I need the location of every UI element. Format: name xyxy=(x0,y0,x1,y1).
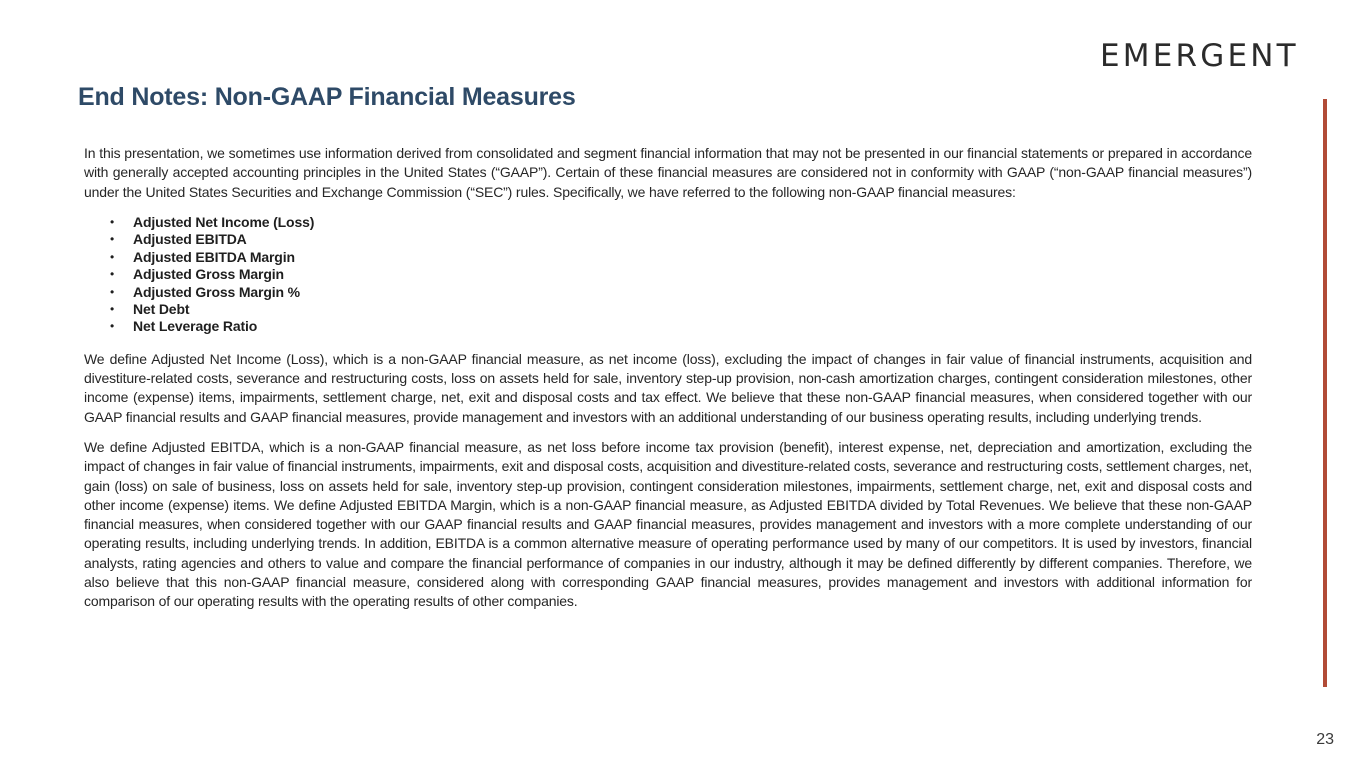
measure-label: Adjusted EBITDA Margin xyxy=(133,248,295,265)
bullet-icon: • xyxy=(110,249,115,264)
bullet-icon: • xyxy=(110,232,115,247)
list-item xyxy=(84,214,1252,231)
slide-body xyxy=(84,144,1252,612)
intro-paragraph: In this presentation, we sometimes use information derived from consolidated and segment financial information that may not be presented in our financial statements or prepared in accordance with generally accepted accounting principles in the United States (“GAAP”). Certain of these financial measures are considered not in conformity with GAAP (“non-GAAP financial measures”) under the United States Securities and Exchange Commission (“SEC”) rules. Specifically, we have referred to the following non-GAAP financial measures: xyxy=(84,145,1252,200)
list-item xyxy=(84,301,1252,318)
bullet-icon: • xyxy=(110,267,115,282)
list-item xyxy=(84,249,1252,266)
list-item xyxy=(84,318,1252,335)
page-title: End Notes: Non-GAAP Financial Measures xyxy=(78,83,576,111)
list-item xyxy=(84,284,1252,301)
measure-label: Adjusted Gross Margin xyxy=(133,266,284,283)
emergent-logo: EMERGENT xyxy=(1100,38,1299,74)
measure-label: Adjusted Net Income (Loss) xyxy=(133,213,315,230)
non-gaap-measures-list xyxy=(84,214,1252,336)
measure-label: Adjusted EBITDA xyxy=(133,231,247,248)
measure-label: Net Debt xyxy=(133,300,190,317)
adjusted-net-income-definition: We define Adjusted Net Income (Loss), which is a non-GAAP financial measure, as net income (loss), excluding the impact of changes in fair value of financial instruments, acquisition and divestiture-related costs, severance and restructuring costs, loss on assets held for sale, inventory step-up provision, non-cash amortization charges, contingent consideration milestones, other income (expense) items, impairments, settlement charge, net, exit and disposal costs and tax effect. We believe that these non-GAAP financial measures, when considered together with our GAAP financial results and GAAP financial measures, provide management and investors with an additional understanding of our business operating results, including underlying trends. xyxy=(84,350,1252,425)
bullet-icon: • xyxy=(110,284,115,299)
list-item xyxy=(84,231,1252,248)
measure-label: Net Leverage Ratio xyxy=(133,318,258,335)
bullet-icon: • xyxy=(110,319,115,334)
measure-label: Adjusted Gross Margin % xyxy=(133,283,300,300)
bullet-icon: • xyxy=(110,301,115,316)
accent-bar xyxy=(1323,99,1327,687)
page-number: 23 xyxy=(1316,731,1334,748)
adjusted-ebitda-definition: We define Adjusted EBITDA, which is a non-GAAP financial measure, as net loss before income tax provision (benefit), interest expense, net, depreciation and amortization, excluding the impact of changes in fair value of financial instruments, impairments, exit and disposal costs, acquisition and divestiture-related costs, severance and restructuring costs, settlement charges, net, gain (loss) on sale of business, loss on assets held for sale, inventory step-up provision, contingent consideration milestones, impairments, settlement charge, net, exit and disposal costs and other income (expense) items. We define Adjusted EBITDA Margin, which is a non-GAAP financial measure, as Adjusted EBITDA divided by Total Revenues. We believe that these non-GAAP financial measures, when considered together with our GAAP financial results and GAAP financial measures, provides management and investors with a more complete understanding of our operating results, including underlying trends. In addition, EBITDA is a common alternative measure of operating performance used by many of our competitors. It is used by investors, financial analysts, rating agencies and others to value and compare the financial performance of companies in our industry, although it may be defined differently by different companies. Therefore, we also believe that this non-GAAP financial measure, considered along with corresponding GAAP financial measures, provides management and investors with additional information for comparison of our operating results with the operating results of other companies. xyxy=(84,438,1252,610)
bullet-icon: • xyxy=(110,214,115,229)
list-item xyxy=(84,266,1252,283)
